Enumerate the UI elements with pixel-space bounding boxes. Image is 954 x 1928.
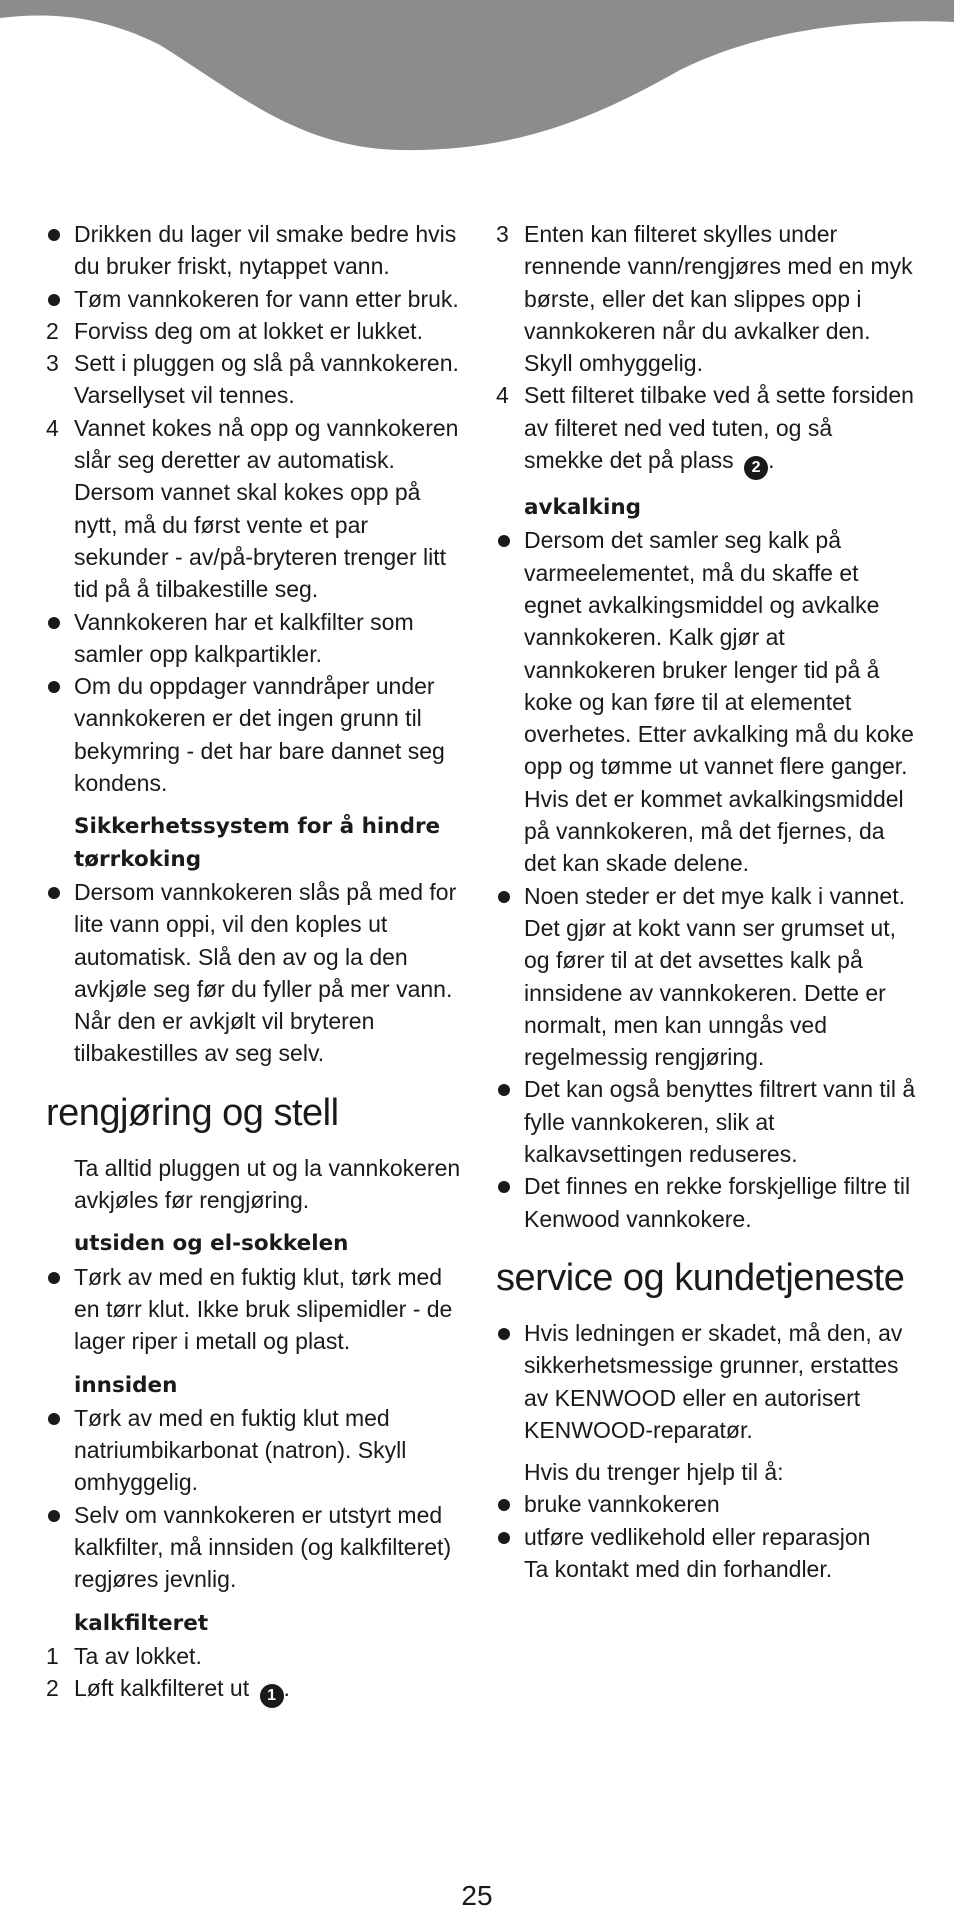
list-item — [46, 876, 462, 1070]
list-item — [496, 1488, 916, 1520]
service-text: Hvis ledningen er skadet, må den, av sikkerhetsmessige grunner, erstattes av KENWOOD eller en autorisert KENWOOD-reparatør. — [524, 1319, 903, 1443]
list-item: 4 Sett filteret tilbake ved å sette forsiden av filteret ned ved tuten, og så smekke det på plass 2 . — [496, 379, 916, 480]
descale-list — [496, 524, 916, 1235]
list-item-text: Det finnes en rekke forskjellige filtre til Kenwood vannkokere. — [524, 1173, 911, 1232]
list-item — [46, 1640, 462, 1672]
list-item-text: Sett i pluggen og slå på vannkokeren. Varsellyset vil tennes. — [74, 350, 459, 409]
header-wave-decoration — [0, 0, 954, 160]
safety-text: Dersom vannkokeren slås på med for lite vann oppi, vil den koples ut automatisk. Slå den av og la den avkjøle seg før du fyller på mer vann. Når den er avkjølt vil bryteren tilbakestilles av seg selv. — [74, 878, 457, 1067]
inside-text: Selv om vannkokeren er utstyrt med kalkfilter, må innsiden (og kalkfilteret) regjøres jevnlig. — [74, 1501, 452, 1593]
step-number: 3 — [496, 221, 509, 247]
section-title-cleaning: rengjøring og stell — [46, 1091, 339, 1134]
list-item — [496, 1317, 916, 1446]
list-item — [496, 524, 916, 879]
step-number: 4 — [46, 414, 59, 441]
filter-step-text: Sett filteret tilbake ved å sette forsiden av filteret ned ved tuten, og så smekke det på plass — [524, 382, 914, 474]
list-item — [46, 670, 462, 799]
list-item — [46, 1261, 462, 1358]
safety-heading: Sikkerhetssystem for å hindre tørrkoking — [74, 814, 441, 872]
list-item — [46, 218, 462, 283]
left-column — [46, 218, 462, 1708]
list-item: 2 Løft kalkfilteret ut 1 . — [46, 1672, 462, 1708]
list-item-text: Drikken du lager vil smake bedre hvis du bruker friskt, nytappet vann. — [74, 221, 457, 280]
filter-heading: kalkfilteret — [74, 1610, 209, 1636]
inside-heading: innsiden — [74, 1372, 178, 1398]
outside-text: Tørk av med en fuktig klut, tørk med en tørr klut. Ikke bruk slipemidler - de lager riper i metall og plast. — [74, 1263, 453, 1355]
usage-list — [46, 218, 462, 799]
list-item-text: Vannkokeren har et kalkfilter som samler opp kalkpartikler. — [74, 608, 414, 667]
step-number: 4 — [496, 382, 509, 409]
list-item-text: Om du oppdager vanndråper under vannkokeren er det ingen grunn til bekymring - det har bare dannet seg kondens. — [74, 673, 445, 797]
list-item-text: Dersom det samler seg kalk på varmeelementet, må du skaffe et egnet avkalkingsmiddel og avkalke vannkokeren. Kalk gjør at vannkokeren bruker lenger tid på å koke og kan føre til at elementet overhetes. Etter avkalking må du koke opp og tømme ut vannet flere ganger. Hvis det er kommet avkalkingsmiddel på vannkokeren, må det fjernes, da det kan skade delene. — [524, 527, 914, 877]
list-item — [46, 1499, 462, 1596]
list-item — [496, 880, 916, 1074]
cleaning-intro: Ta alltid pluggen ut og la vannkokeren avkjøles før rengjøring. — [74, 1154, 461, 1214]
help-outro: Ta kontakt med din forhandler. — [524, 1555, 833, 1582]
filter-step-text: Løft kalkfilteret ut — [74, 1675, 250, 1702]
right-column — [496, 218, 916, 1585]
step-number: 2 — [46, 317, 59, 344]
list-item-text: Forviss deg om at lokket er lukket. — [74, 317, 423, 344]
figure-ref-badge: 1 — [260, 1684, 284, 1708]
list-item — [46, 347, 462, 412]
list-item — [496, 1170, 916, 1235]
list-item — [496, 1073, 916, 1170]
step-number: 3 — [46, 350, 59, 377]
list-item — [46, 606, 462, 671]
filter-step-text: Ta av lokket. — [74, 1642, 202, 1669]
list-item-text: Det kan også benyttes filtrert vann til å fylle vannkokeren, slik at kalkavsettingen reduseres. — [524, 1076, 916, 1168]
list-item — [46, 283, 462, 315]
list-item-text: Vannet kokes nå opp og vannkokeren slår seg deretter av automatisk. Dersom vannet skal kokes opp på nytt, må du først vente et par sekunder - av/på-bryteren trenger litt tid på å tilbakestille seg. — [74, 414, 459, 603]
inside-text: Tørk av med en fuktig klut med natriumbikarbonat (natron). Skyll omhyggelig. — [74, 1404, 407, 1496]
list-item — [496, 1521, 916, 1553]
help-item: utføre vedlikehold eller reparasjon — [524, 1523, 871, 1550]
descale-heading: avkalking — [524, 495, 642, 521]
filter-step-text: Enten kan filteret skylles under rennende vann/rengjøres med en myk børste, eller det kan slippes opp i vannkokeren når du avkalker den. Skyll omhyggelig. — [524, 221, 913, 377]
list-item — [46, 1402, 462, 1499]
step-number: 2 — [46, 1675, 59, 1702]
list-item-text: Tøm vannkokeren for vann etter bruk. — [74, 285, 459, 312]
list-item — [46, 412, 462, 606]
outside-heading: utsiden og el-sokkelen — [74, 1231, 349, 1257]
section-title-service: service og kundetjeneste — [496, 1256, 905, 1299]
list-item-text: Noen steder er det mye kalk i vannet. Det gjør at kokt vann ser grumset ut, og fører til at det avsettes kalk på innsidene av vannkokeren. Dette er normalt, men kan unngås ved regelmessig rengjøring. — [524, 882, 905, 1071]
list-item — [46, 315, 462, 347]
list-item — [496, 218, 916, 379]
page-number: 25 — [461, 1880, 493, 1911]
help-item: bruke vannkokeren — [524, 1491, 720, 1518]
help-intro: Hvis du trenger hjelp til å: — [524, 1459, 784, 1486]
figure-ref-badge: 2 — [744, 456, 768, 480]
step-number: 1 — [46, 1642, 59, 1669]
